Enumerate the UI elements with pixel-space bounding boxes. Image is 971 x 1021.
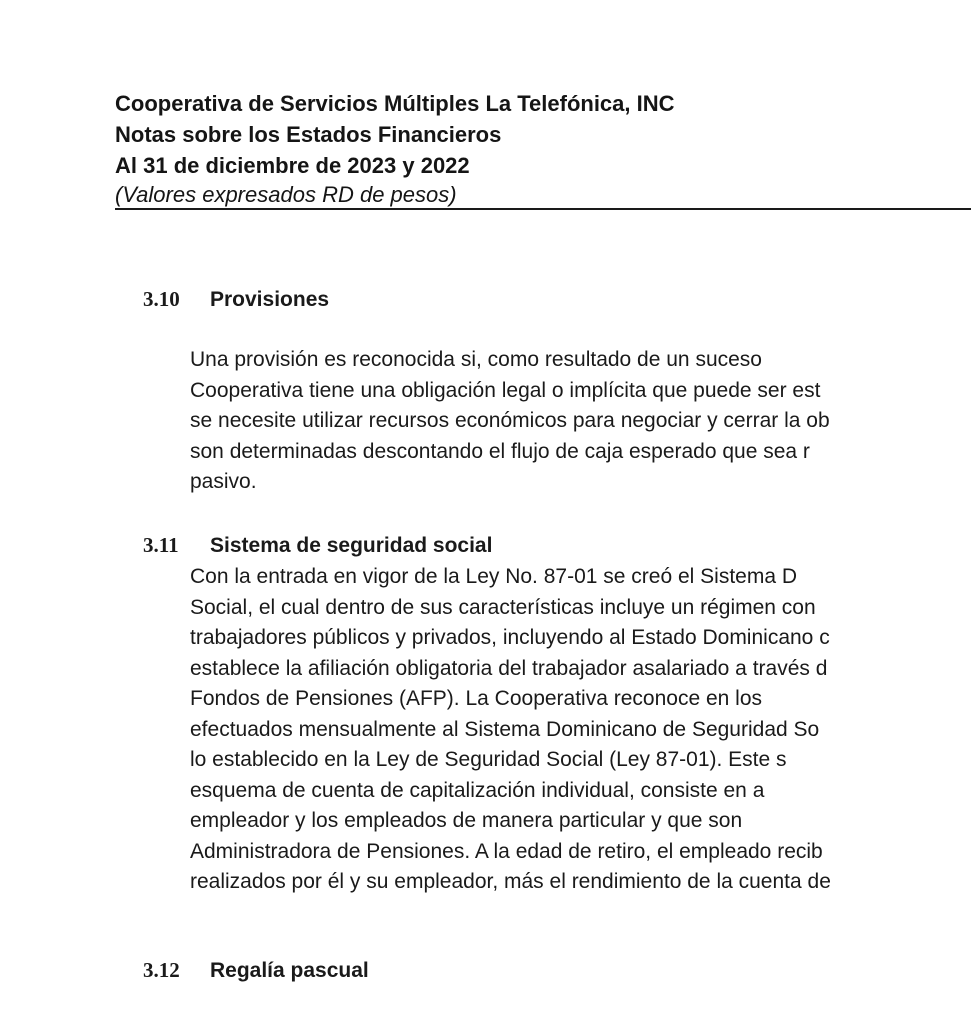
section-title: Provisiones (210, 288, 330, 311)
paragraph-line: se necesite utilizar recursos económicos para negociar y cerrar la ob (190, 409, 830, 432)
paragraph-line: efectuados mensualmente al Sistema Dominicano de Seguridad So (190, 717, 820, 741)
section-title: Sistema de seguridad social (210, 534, 493, 557)
section-number: 3.10 (143, 287, 180, 311)
currency-note: (Valores expresados RD de pesos) (115, 182, 457, 207)
paragraph-line: establece la afiliación obligatoria del trabajador asalariado a través d (190, 656, 828, 680)
section-heading-3-11 (143, 531, 971, 560)
document-title: Notas sobre los Estados Financieros (115, 122, 502, 147)
section-paragraph-3-11 (190, 562, 971, 898)
paragraph-line: Con la entrada en vigor de la Ley No. 87-01 se creó el Sistema D (190, 565, 798, 588)
paragraph-line: pasivo. (190, 470, 257, 493)
paragraph-line: Una provisión es reconocida si, como resultado de un suceso (190, 348, 762, 371)
section-title: Regalía pascual (210, 959, 369, 982)
paragraph-line: Social, el cual dentro de sus características incluye un régimen con (190, 595, 816, 619)
report-date: Al 31 de diciembre de 2023 y 2022 (115, 153, 470, 178)
section-number: 3.12 (143, 958, 180, 982)
section-heading-3-12 (143, 956, 971, 985)
paragraph-line: Cooperativa tiene una obligación legal o implícita que puede ser est (190, 378, 821, 402)
company-name: Cooperativa de Servicios Múltiples La Telefónica, INC (115, 91, 675, 116)
section-heading-3-10 (143, 285, 971, 314)
paragraph-line: son determinadas descontando el flujo de caja esperado que sea r (190, 439, 810, 463)
document-header (115, 88, 971, 208)
section-paragraph-3-10 (190, 345, 971, 498)
paragraph-line: lo establecido en la Ley de Seguridad Social (Ley 87-01). Este s (190, 748, 787, 771)
paragraph-line: empleador y los empleados de manera particular y que son (190, 809, 743, 832)
paragraph-line: Administradora de Pensiones. A la edad de retiro, el empleado recib (190, 839, 823, 863)
header-rule (115, 208, 971, 210)
paragraph-line: realizados por él y su empleador, más el rendimiento de la cuenta de (190, 870, 831, 893)
section-number: 3.11 (143, 533, 179, 557)
paragraph-line: esquema de cuenta de capitalización individual, consiste en a (190, 778, 765, 802)
paragraph-line: Fondos de Pensiones (AFP). La Cooperativa reconoce en los (190, 687, 762, 710)
paragraph-line: trabajadores públicos y privados, incluyendo al Estado Dominicano c (190, 626, 830, 649)
